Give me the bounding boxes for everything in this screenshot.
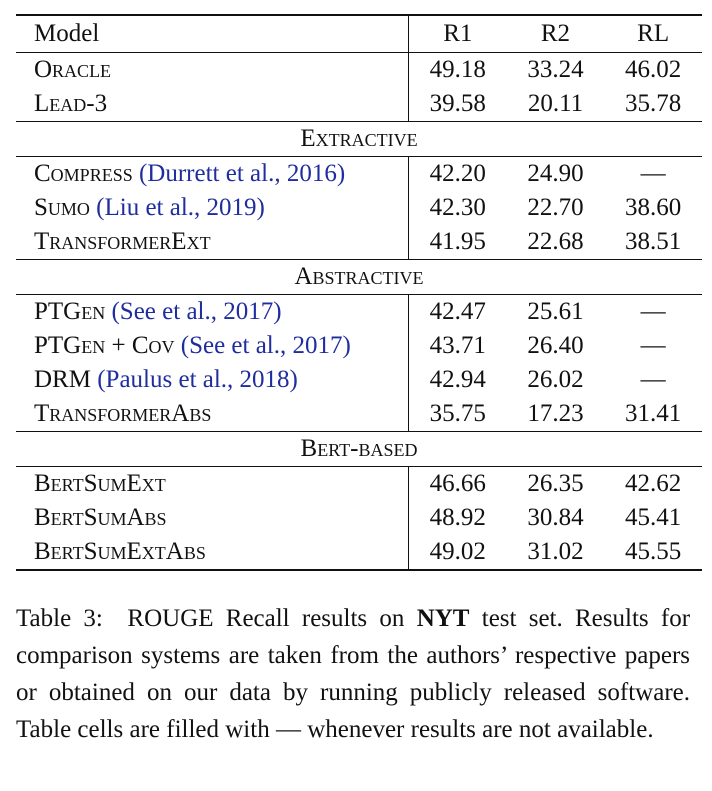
r1-cell: 42.30 bbox=[429, 194, 486, 221]
row-model bbox=[16, 363, 408, 397]
r2-cell: 31.02 bbox=[507, 535, 605, 570]
r1-cell: 42.47 bbox=[429, 298, 486, 325]
r1-cell: 42.20 bbox=[429, 160, 486, 187]
table-row bbox=[16, 87, 702, 122]
model-name: BertSumExt bbox=[34, 470, 166, 497]
row-model bbox=[16, 397, 408, 432]
model-name: PTGen + Cov bbox=[34, 332, 175, 359]
citation-link[interactable]: (See et al., 2017) bbox=[180, 332, 351, 359]
table-row bbox=[16, 225, 702, 260]
model-name: Compress bbox=[34, 160, 133, 187]
r2-cell: 26.40 bbox=[527, 332, 584, 359]
r1-cell: 49.02 bbox=[408, 535, 506, 570]
model-name: Lead-3 bbox=[34, 90, 108, 117]
group-header-row bbox=[16, 260, 702, 295]
row-model bbox=[16, 295, 408, 330]
model-name: TransformerAbs bbox=[34, 400, 212, 427]
results-table bbox=[16, 14, 702, 571]
rl-cell: — bbox=[640, 332, 666, 359]
r1-cell: 46.66 bbox=[429, 470, 486, 497]
citation-link[interactable]: (Durrett et al., 2016) bbox=[138, 160, 346, 187]
header-r2: R2 bbox=[507, 15, 605, 53]
table-caption bbox=[16, 600, 690, 748]
header-r1: R1 bbox=[408, 15, 506, 53]
row-model bbox=[16, 501, 408, 535]
citation-link[interactable]: (Paulus et al., 2018) bbox=[97, 366, 298, 393]
table-row bbox=[16, 535, 702, 570]
model-name: BertSumExtAbs bbox=[34, 538, 206, 565]
row-model bbox=[16, 87, 408, 122]
r2-cell: 22.68 bbox=[527, 228, 584, 255]
rl-cell: 46.02 bbox=[625, 56, 682, 83]
model-name: PTGen bbox=[34, 298, 106, 325]
r2-cell: 25.61 bbox=[527, 298, 584, 325]
group-header-row bbox=[16, 122, 702, 157]
citation-link[interactable]: (Liu et al., 2019) bbox=[96, 194, 265, 221]
row-model bbox=[16, 329, 408, 363]
rl-cell: 38.51 bbox=[625, 228, 682, 255]
model-name: Oracle bbox=[34, 56, 112, 83]
header-rl: RL bbox=[604, 15, 702, 53]
r2-cell: 26.02 bbox=[527, 366, 584, 393]
citation-link[interactable]: (See et al., 2017) bbox=[111, 298, 282, 325]
model-name: TransformerExt bbox=[34, 228, 211, 255]
r2-cell: 26.35 bbox=[527, 470, 584, 497]
rl-cell: — bbox=[640, 160, 666, 187]
table-row bbox=[16, 467, 702, 502]
rl-cell: — bbox=[640, 366, 666, 393]
model-name: Sumo bbox=[34, 194, 90, 221]
table-row bbox=[16, 157, 702, 192]
table-row bbox=[16, 501, 702, 535]
row-model bbox=[16, 157, 408, 192]
r2-cell: 20.11 bbox=[527, 90, 584, 117]
r2-cell: 30.84 bbox=[527, 504, 584, 531]
row-model bbox=[16, 53, 408, 88]
rl-cell: 35.78 bbox=[625, 90, 682, 117]
row-model bbox=[16, 225, 408, 260]
row-model bbox=[16, 535, 408, 570]
r2-cell: 22.70 bbox=[527, 194, 584, 221]
table-body bbox=[16, 53, 702, 571]
rl-cell: 45.55 bbox=[604, 535, 702, 570]
table-row bbox=[16, 191, 702, 225]
rl-cell: 45.41 bbox=[625, 504, 682, 531]
rl-cell: 31.41 bbox=[625, 400, 682, 427]
r1-cell: 35.75 bbox=[429, 400, 486, 427]
header-row bbox=[16, 15, 702, 53]
caption-label: Table 3: bbox=[16, 605, 103, 632]
group-title: Bert-based bbox=[16, 432, 702, 467]
rl-cell: — bbox=[640, 298, 666, 325]
group-header-row bbox=[16, 432, 702, 467]
group-title: Abstractive bbox=[16, 260, 702, 295]
r1-cell: 49.18 bbox=[429, 56, 486, 83]
r2-cell: 24.90 bbox=[527, 160, 584, 187]
table-row bbox=[16, 363, 702, 397]
caption-text-after: test set. Results for comparison systems are taken from the authors’ respective papers or obtained on our data by running publicly released software. Table cells are filled with — whenever results are not available. bbox=[16, 605, 691, 743]
header-model: Model bbox=[16, 15, 408, 53]
r1-cell: 39.58 bbox=[429, 90, 486, 117]
caption-bold: NYT bbox=[416, 605, 470, 632]
table-row bbox=[16, 329, 702, 363]
r1-cell: 41.95 bbox=[429, 228, 486, 255]
r2-cell: 33.24 bbox=[527, 56, 584, 83]
r1-cell: 42.94 bbox=[429, 366, 486, 393]
model-name: BertSumAbs bbox=[34, 504, 167, 531]
r1-cell: 43.71 bbox=[429, 332, 486, 359]
r1-cell: 48.92 bbox=[429, 504, 486, 531]
row-model bbox=[16, 467, 408, 502]
row-model bbox=[16, 191, 408, 225]
rl-cell: 42.62 bbox=[625, 470, 682, 497]
table-row bbox=[16, 295, 702, 330]
model-name: DRM bbox=[34, 366, 91, 393]
caption-text-before: ROUGE Recall results on bbox=[127, 605, 405, 632]
table-row bbox=[16, 397, 702, 432]
table-row bbox=[16, 53, 702, 88]
rl-cell: 38.60 bbox=[625, 194, 682, 221]
r2-cell: 17.23 bbox=[527, 400, 584, 427]
group-title: Extractive bbox=[16, 122, 702, 157]
